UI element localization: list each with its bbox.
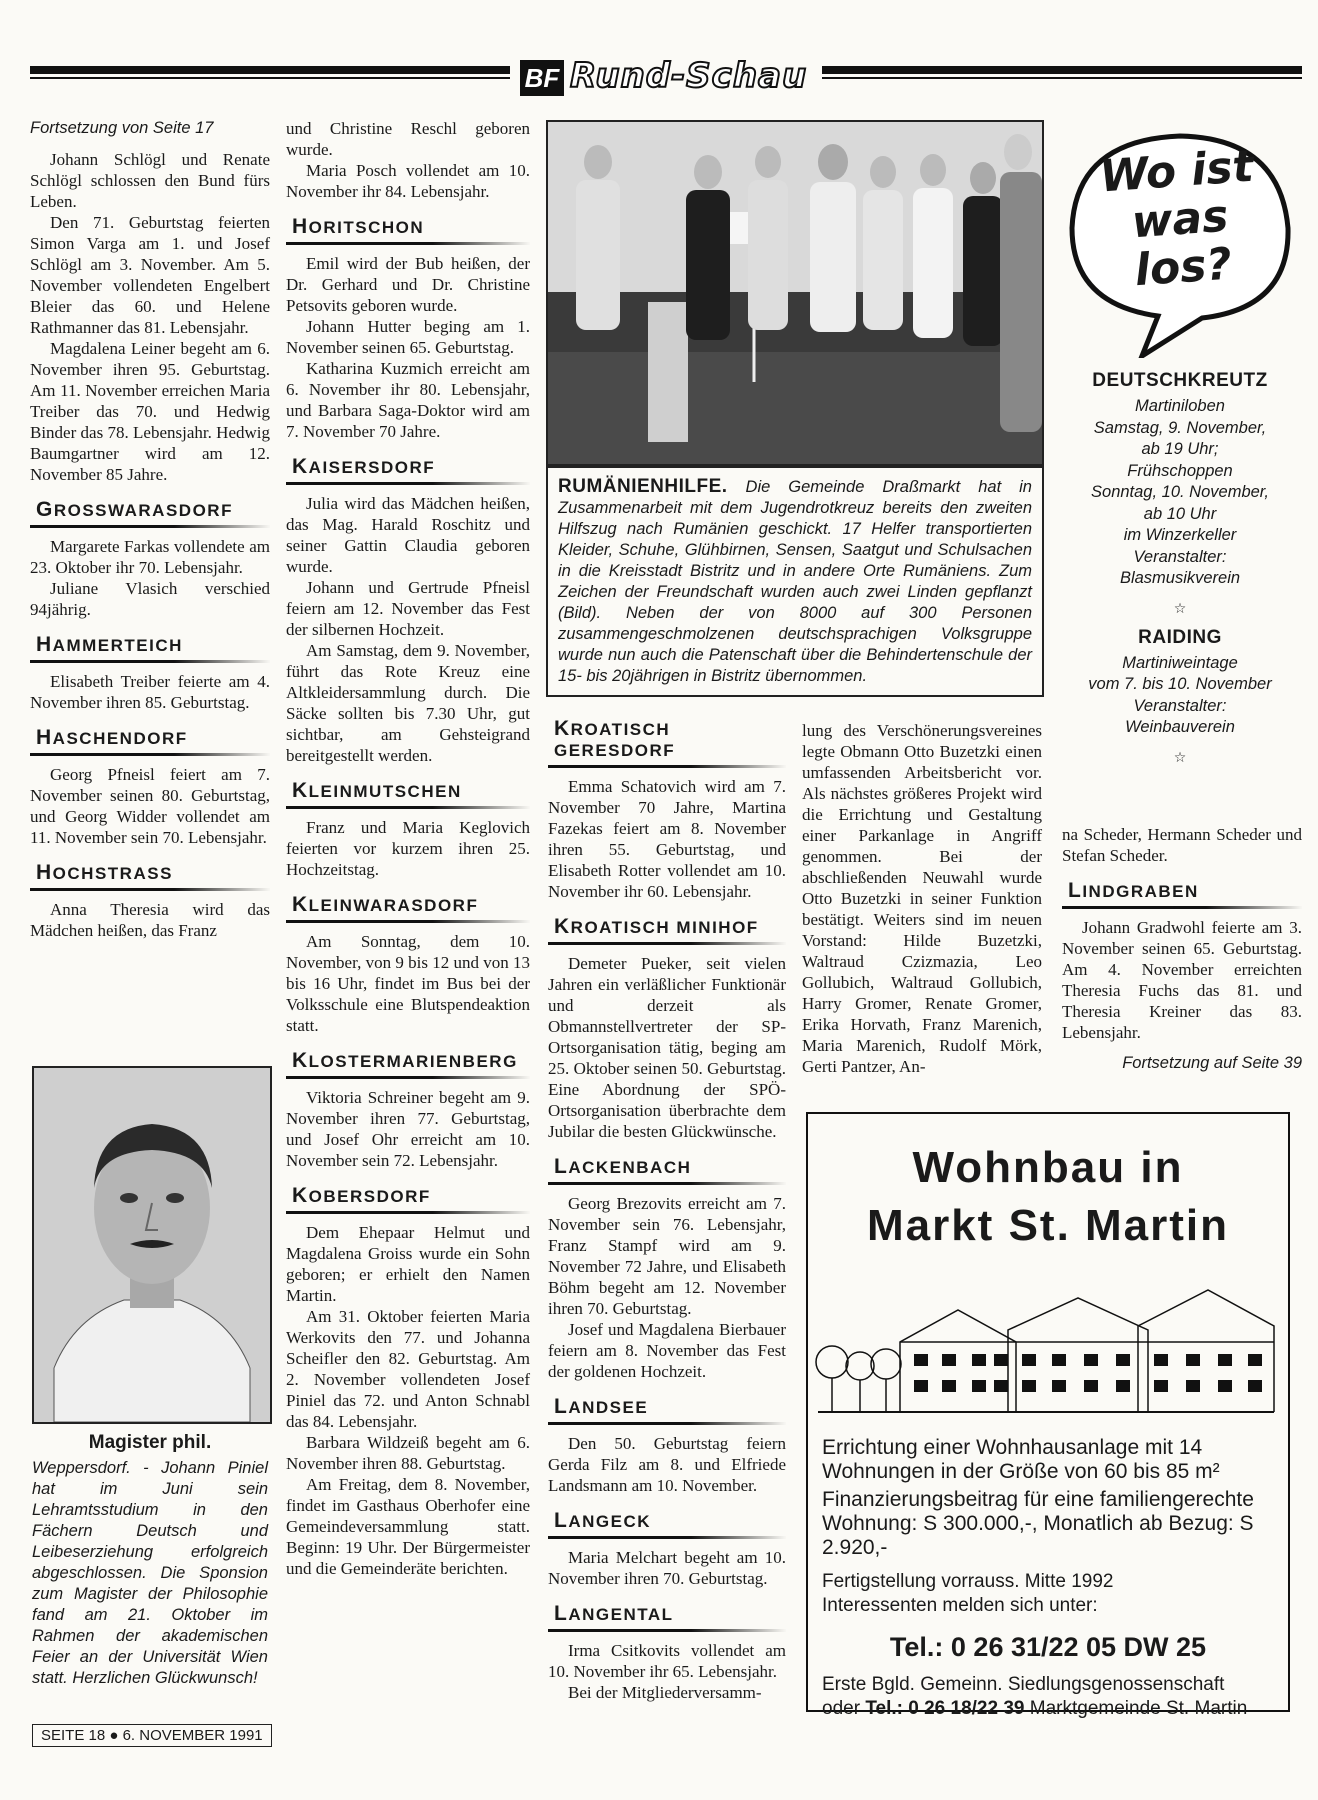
section-heading: KLOSTERMARIENBERG xyxy=(286,1048,530,1079)
house-illustration xyxy=(808,1270,1284,1420)
group-photo xyxy=(546,120,1044,466)
event-line: Martiniloben xyxy=(1135,397,1225,415)
group-photo-caption xyxy=(546,466,1044,697)
event-line: im Winzerkeller xyxy=(1123,526,1237,544)
paragraph: Anna Theresia wird das Mädchen heißen, das Franz xyxy=(30,900,270,940)
paragraph: Margarete Farkas vollendete am 23. Oktober ihr 70. Lebensjahr. xyxy=(30,537,270,577)
section-heading: GROSSWARASDORF xyxy=(30,497,270,528)
ad-body-line: Erste Bgld. Gemeinn. Siedlungsgenossenschaft xyxy=(822,1674,1225,1695)
section-heading: HASCHENDORF xyxy=(30,725,270,756)
continued-on: Fortsetzung auf Seite 39 xyxy=(1122,1054,1302,1072)
event-line: Weinbauverein xyxy=(1125,718,1235,736)
paragraph: Julia wird das Mädchen heißen, das Mag. Harald Roschitz und seiner Gattin Claudia geboren wurde. xyxy=(286,494,530,576)
section-heading: KLEINWARASDORF xyxy=(286,892,530,923)
ad-phone: Tel.: 0 26 31/22 05 DW 25 xyxy=(889,1632,1207,1662)
paragraph: Johann Hutter beging am 1. November seinen 65. Geburtstag. xyxy=(286,317,530,357)
section-heading: LACKENBACH xyxy=(548,1154,786,1185)
event-town: RAIDING xyxy=(1138,626,1222,648)
paragraph: Am 31. Oktober feierten Maria Werkovits den 77. und Johanna Scheifler den 82. Geburtstag. Am 2. November vollendeten Josef Piniel das 72. und Anton Schnabl das 84. Lebensjahr. xyxy=(286,1307,530,1431)
ad-contact-prefix: oder xyxy=(822,1698,861,1719)
section-heading: LANDSEE xyxy=(548,1394,786,1425)
logo-title: Rund-Schau xyxy=(570,56,808,96)
housing-advertisement xyxy=(806,1112,1290,1719)
paragraph: Emma Schatovich wird am 7. November 70 Jahre, Martina Fazekas feiert am 8. November ihren 55. Geburtstag, und Elisabeth Rotter vollendet am 10. November ihr 60. Lebensjahr. xyxy=(548,777,786,901)
event-line: Veranstalter: xyxy=(1133,696,1227,715)
portrait-photo xyxy=(32,1066,272,1424)
ad-title-line-1: Wohnbau in xyxy=(912,1143,1184,1192)
continued-from: Fortsetzung von Seite 17 xyxy=(30,119,214,137)
column-3 xyxy=(548,712,786,1703)
paragraph: Johann Gradwohl feierte am 3. November seinen 65. Geburtstag. Am 4. November erreichten Theresia Fuchs das 81. und Theresia Kreiner das 83. Lebensjahr. xyxy=(1062,918,1302,1042)
section-heading: KROATISCH GERESDORF xyxy=(548,716,786,768)
paragraph: Den 71. Geburtstag feierten Simon Varga am 1. und Josef Schlögl am 3. November. Am 5. November vollendeten Engelbert Bleier das 60. und Helene Rathmanner das 81. Lebensjahr. xyxy=(30,213,270,337)
ad-contact-line xyxy=(822,1697,1274,1721)
logo-initials: BF xyxy=(520,60,564,96)
ad-contact-phone: Tel.: 0 26 18/22 39 xyxy=(865,1698,1025,1719)
paragraph: Barbara Wildzeiß begeht am 6. November ihren 88. Geburtstag. xyxy=(286,1433,530,1473)
paragraph: lung des Verschönerungsvereines legte Obmann Otto Buzetzki einen umfassenden Arbeitsbericht vor. Als nächstes größeres Projekt wird die Errichtung und Gestaltung einer Parkanlage in Angriff genommen. Bei der abschließenden Neuwahl wurde Otto Buzetzki in seiner Funktion bestätigt. Weiters sind im neuen Vorstand: Hilde Buzetzki, Waltraud Czizmazia, Leo Gollubich, Waltraud Gollubich, Harry Gromer, Renate Gromer, Erika Horvath, Franz Marenich, Maria Marenich, Rudolf Mörk, Gerti Pantzer, An- xyxy=(802,721,1042,1076)
paragraph: Den 50. Geburtstag feiern Gerda Filz am 8. und Elfriede Landsmann am 10. November. xyxy=(548,1434,786,1495)
ad-body-line: Errichtung einer Wohnhausanlage mit 14 Wohnungen in der Größe von 60 bis 85 m² xyxy=(822,1436,1220,1483)
paragraph: Katharina Kuzmich erreicht am 6. November ihr 80. Lebensjahr, und Barbara Saga-Doktor wird am 7. November 70 Jahre. xyxy=(286,359,530,441)
paragraph: Juliane Vlasich verschied 94jährig. xyxy=(30,579,270,619)
paragraph: Josef und Magdalena Bierbauer feiern am 8. November das Fest der goldenen Hochzeit. xyxy=(548,1320,786,1381)
ad-contact-suffix: Marktgemeinde St. Martin xyxy=(1029,1698,1248,1719)
paragraph: Bei der Mitgliederversamm- xyxy=(568,1683,762,1702)
masthead-rule-right xyxy=(822,66,1302,74)
portrait-caption-title: Magister phil. xyxy=(88,1432,212,1453)
event-line: Martiniweintage xyxy=(1122,653,1238,672)
bubble-text: Wo ist was los? xyxy=(1098,140,1256,297)
paragraph: Maria Melchart begeht am 10. November ihren 70. Geburtstag. xyxy=(548,1548,786,1588)
events-listing xyxy=(1062,362,1298,776)
paragraph: Elisabeth Treiber feierte am 4. November ihren 85. Geburtstag. xyxy=(30,672,270,712)
section-heading: LINDGRABEN xyxy=(1062,878,1302,909)
speech-bubble xyxy=(1062,128,1298,358)
masthead-logo xyxy=(520,56,810,100)
section-heading: HAMMERTEICH xyxy=(30,632,270,663)
section-heading: KLEINMUTSCHEN xyxy=(286,778,530,809)
portrait-illustration xyxy=(34,1068,270,1422)
column-1 xyxy=(30,118,270,941)
paragraph: Emil wird der Bub heißen, der Dr. Gerhard und Dr. Christine Petsovits geboren wurde. xyxy=(286,254,530,315)
section-heading: KROATISCH MINIHOF xyxy=(548,914,786,945)
event-line: Sonntag, 10. November, xyxy=(1091,483,1269,501)
event-line: vom 7. bis 10. November xyxy=(1088,675,1272,693)
ad-title-line-2: Markt St. Martin xyxy=(866,1201,1230,1250)
paragraph: Johann Schlögl und Renate Schlögl schlossen den Bund fürs Leben. xyxy=(30,150,270,211)
section-heading: LANGECK xyxy=(548,1508,786,1539)
paragraph: Johann und Gertrude Pfneisl feiern am 12. November das Fest der silbernen Hochzeit. xyxy=(286,578,530,639)
paragraph: Georg Pfneisl feiert am 7. November seinen 80. Geburtstag, und Georg Widder vollendet am 11. November sein 70. Lebensjahr. xyxy=(30,765,270,847)
paragraph: Dem Ehepaar Helmut und Magdalena Groiss wurde ein Sohn geboren; er erhielt den Namen Martin. xyxy=(286,1223,530,1305)
caption-title: RUMÄNIENHILFE. xyxy=(558,476,728,497)
column-4 xyxy=(802,720,1042,1077)
ad-body-line: Finanzierungsbeitrag für eine familiengerechte Wohnung: S 300.000,-, Monatlich ab Bezug: S 2.920,- xyxy=(822,1488,1254,1559)
masthead-rule-left xyxy=(30,66,510,74)
section-heading: KOBERSDORF xyxy=(286,1183,530,1214)
paragraph: Georg Brezovits erreicht am 7. November sein 76. Lebensjahr, Franz Stampf wird am 9. November 72 Jahre, und Elisabeth Böhm begeht am 12. November ihren 70. Geburtstag. xyxy=(548,1194,786,1318)
group-photo-illustration xyxy=(548,122,1042,464)
page-footer: SEITE 18 ● 6. NOVEMBER 1991 xyxy=(32,1724,272,1747)
event-line: ab 19 Uhr; xyxy=(1141,440,1219,458)
paragraph: Viktoria Schreiner begeht am 9. November ihren 77. Geburtstag, und Josef Ohr erreicht am 10. November sein 72. Lebensjahr. xyxy=(286,1088,530,1170)
section-heading: LANGENTAL xyxy=(548,1601,786,1632)
paragraph: na Scheder, Hermann Scheder und Stefan Scheder. xyxy=(1062,825,1302,865)
event-line: Samstag, 9. November, xyxy=(1093,418,1267,437)
ad-body-line: Interessenten melden sich unter: xyxy=(822,1595,1098,1616)
paragraph: Magdalena Leiner begeht am 6. November ihren 95. Geburtstag. Am 11. November erreichen Maria Treiber das 70. und Hedwig Binder das 78. Lebensjahr. Hedwig Baumgartner wird am 12. November 85 Jahre. xyxy=(30,339,270,484)
section-heading: HORITSCHON xyxy=(286,214,530,245)
paragraph: Am Freitag, dem 8. November, findet im Gasthaus Oberhofer eine Gemeindeversammlung statt. Beginn: 19 Uhr. Der Bürgermeister und die Gemeinderäte berichten. xyxy=(286,1475,530,1578)
event-line: ab 10 Uhr xyxy=(1143,504,1217,523)
paragraph: und Christine Reschl geboren wurde. xyxy=(286,119,530,159)
paragraph: Maria Posch vollendet am 10. November ihr 84. Lebensjahr. xyxy=(286,161,530,201)
ad-body-line: Fertigstellung vorrauss. Mitte 1992 xyxy=(822,1571,1114,1592)
caption-text: Die Gemeinde Draßmarkt hat in Zusammenarbeit mit dem Jugendrotkreuz bereits den zweiten Hilfszug nach Rumänien geschickt. 17 Helfer transportierten Kleider, Schuhe, Glühbirnen, Sensen, Saatgut und Schulsachen in die Kreisstadt Bistritz und in andere Orte Rumäniens. Zum Zeichen der Freundschaft wurden auch zwei Linden gepflanzt (Bild). Neben der von 8000 auf 300 Personen zusammengeschmolzenen deutschsprachigen Volksgruppe wurde nun auch die Patenschaft über die Behindertenschule der 15- bis 20jährigen in Bistritz übernommen. xyxy=(558,478,1032,685)
column-5 xyxy=(1062,824,1302,1074)
section-heading: KAISERSDORF xyxy=(286,454,530,485)
portrait-caption-text: Weppersdorf. - Johann Piniel hat im Juni sein Lehramtsstudium in den Fächern Deutsch und Leibeserziehung erfolgreich abgeschlossen. Die Sponsion zum Magister der Philosophie fand am 21. Oktober im Rahmen der akademischen Feier an der Universität Wien statt. Herzlichen Glückwunsch! xyxy=(32,1459,268,1687)
event-line: Frühschoppen xyxy=(1127,461,1233,480)
star-divider: ☆ xyxy=(1173,748,1187,765)
section-heading: HOCHSTRASS xyxy=(30,860,270,891)
paragraph: Demeter Pueker, seit vielen Jahren ein verläßlicher Funktionär und derzeit als Obmannstellvertreter der SP-Ortsorganisation tätig, beging am 25. Oktober seinen 50. Geburtstag. Eine Abordnung der SPÖ-Ortsorganisation überbrachte dem Jubilar die besten Glückwünsche. xyxy=(548,954,786,1141)
paragraph: Irma Csitkovits vollendet am 10. November ihr 65. Lebensjahr. xyxy=(548,1641,786,1681)
portrait-caption xyxy=(32,1432,268,1689)
star-divider: ☆ xyxy=(1173,599,1187,616)
event-line: Veranstalter: xyxy=(1133,547,1227,566)
paragraph: Am Samstag, dem 9. November, führt das Rote Kreuz eine Altkleidersammlung durch. Die Säcke sollten bis 7.30 Uhr, gut sichtbar, am Gehsteigrand bereitgestellt werden. xyxy=(286,641,530,765)
paragraph: Am Sonntag, dem 10. November, von 9 bis 12 und von 13 bis 16 Uhr, findet im Bus bei der Volksschule eine Blutspendeaktion statt. xyxy=(286,932,530,1035)
paragraph: Franz und Maria Keglovich feierten vor kurzem ihren 25. Hochzeitstag. xyxy=(286,818,530,879)
event-line: Blasmusikverein xyxy=(1119,569,1241,587)
event-town: DEUTSCHKREUTZ xyxy=(1092,370,1268,391)
column-2 xyxy=(286,118,530,1579)
